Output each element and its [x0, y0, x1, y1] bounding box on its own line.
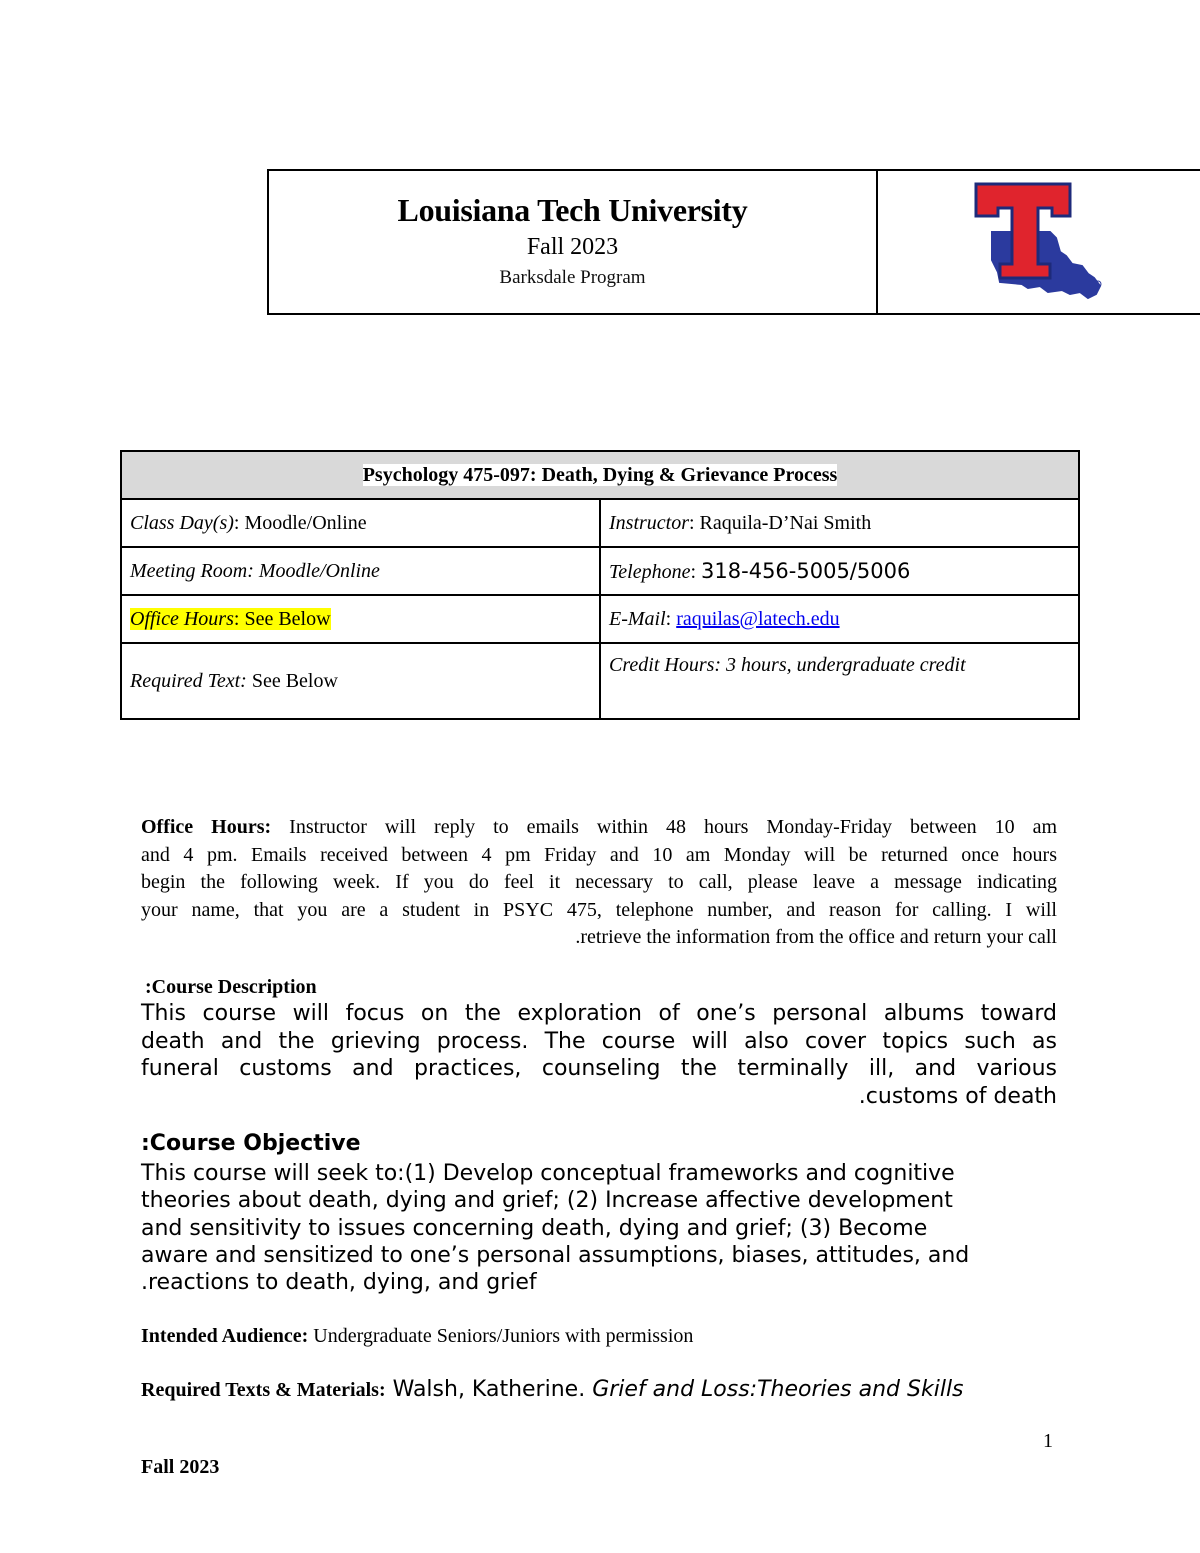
materials-title: Grief and Loss:Theories and Skills — [592, 1377, 964, 1402]
email-colon: : — [665, 607, 677, 630]
meeting-room: Meeting Room: Moodle/Online — [130, 559, 380, 582]
required-text-value: See Below — [246, 669, 338, 692]
credit-hours: Credit Hours: 3 hours, undergraduate credit — [609, 654, 966, 676]
course-info-table — [120, 450, 1080, 720]
instructor-value: : Raquila-D’Nai Smith — [689, 511, 872, 534]
credit-hours-cell — [600, 643, 1079, 719]
header-divider — [876, 169, 878, 315]
telephone-cell — [600, 547, 1079, 595]
email-link[interactable]: raquilas@latech.edu — [676, 607, 840, 630]
instructor-label: Instructor — [609, 511, 689, 534]
page-number: 1 — [1043, 1430, 1053, 1452]
telephone-label: Telephone — [609, 560, 691, 583]
course-description-body — [141, 1000, 1057, 1110]
office-hours-line-4: your name, that you are a student in PSYC 475, telephone number, and reason for calling. I will — [141, 898, 1057, 921]
course-title: Psychology 475-097: Death, Dying & Grievance Process — [362, 463, 838, 486]
required-text-label: Required Text: — [130, 669, 247, 692]
audience-label: Intended Audience: — [141, 1325, 309, 1347]
description-line-3: funeral customs and practices, counseling the terminally ill, and various — [141, 1056, 1057, 1081]
office-hours-cell — [121, 595, 600, 643]
office-hours-line-3: begin the following week. If you do feel it necessary to call, please leave a message indicating — [141, 871, 1057, 893]
office-hours-paragraph — [141, 814, 1057, 952]
footer-term: Fall 2023 — [141, 1456, 220, 1478]
email-cell — [600, 595, 1079, 643]
class-days-label: Class Day(s) — [130, 511, 234, 534]
description-line-1: This course will focus on the exploration of one’s personal albums toward — [141, 1001, 1057, 1026]
objective-line-4: aware and sensitized to one’s personal assumptions, biases, attitudes, and — [141, 1242, 970, 1268]
intended-audience — [141, 1325, 693, 1348]
program-name: Barksdale Program — [499, 267, 646, 288]
course-objective-heading: :Course Objective — [141, 1131, 361, 1156]
course-description-heading: :Course Description — [145, 976, 317, 998]
required-text-cell — [121, 643, 600, 719]
office-hours-value: : See Below — [233, 607, 331, 630]
office-hours-label: Office Hours — [130, 607, 234, 630]
office-hours-line-5: .retrieve the information from the office and return your call — [575, 926, 1057, 948]
objective-line-3: and sensitivity to issues concerning death, dying and grief; (3) Become — [141, 1215, 928, 1241]
materials-label: Required Texts & Materials: — [141, 1379, 386, 1401]
office-hours-line-2: and 4 pm. Emails received between 4 pm Friday and 10 am Monday will be returned once hours — [141, 843, 1057, 866]
meeting-room-cell — [121, 547, 600, 595]
audience-value: Undergraduate Seniors/Juniors with permission — [308, 1325, 694, 1347]
objective-line-1: This course will seek to:(1) Develop conceptual frameworks and cognitive — [141, 1161, 955, 1186]
instructor-cell — [600, 499, 1079, 547]
description-line-4: .customs of death — [858, 1083, 1057, 1109]
objective-line-5: .reactions to death, dying, and grief — [141, 1270, 537, 1296]
email-label: E-Mail — [609, 607, 666, 630]
course-title-cell — [121, 451, 1079, 499]
telephone-colon: : — [690, 560, 702, 583]
telephone-value: 318-456-5005/5006 — [701, 558, 911, 583]
description-line-2: death and the grieving process. The course will also cover topics such as — [141, 1028, 1057, 1054]
office-hours-heading: Office Hours: — [141, 816, 272, 838]
class-days-cell — [121, 499, 600, 547]
objective-line-2: theories about death, dying and grief; (2) Increase affective development — [141, 1188, 953, 1214]
office-hours-line-1: Office Hours: Instructor will reply to emails within 48 hours Monday-Friday between 10 am — [141, 816, 1057, 838]
materials-author: Walsh, Katherine. — [385, 1377, 593, 1402]
louisiana-tech-logo — [970, 180, 1110, 302]
course-objective-body — [141, 1160, 1057, 1296]
required-materials — [141, 1377, 964, 1402]
term: Fall 2023 — [526, 234, 619, 260]
university-name: Louisiana Tech University — [397, 192, 748, 228]
class-days-value: : Moodle/Online — [233, 511, 367, 534]
